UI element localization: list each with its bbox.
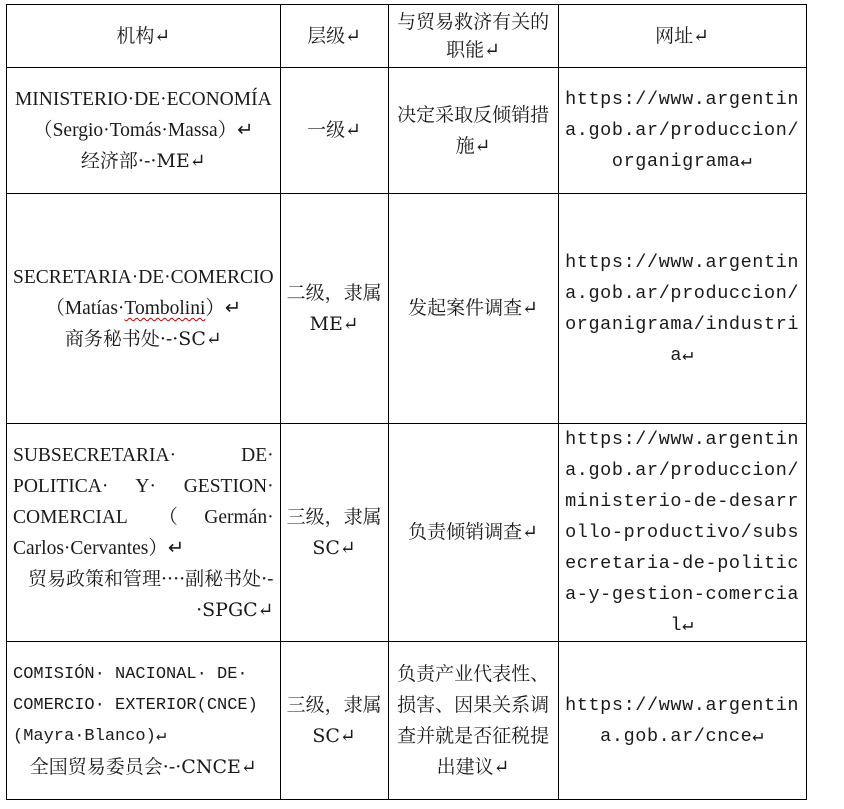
level-cell: 三级，隶属 SC↵ <box>280 424 388 642</box>
function-cell: 负责倾销调查↵ <box>388 424 558 642</box>
spellcheck-underline: Tombolini <box>124 298 206 319</box>
table-row <box>7 424 807 642</box>
org-name-en: COMISIÓN· NACIONAL· DE· COMERCIO· EXTERIOR(CNCE)(Mayra·Blanco)↵ <box>13 664 258 746</box>
table-row <box>7 194 807 424</box>
agency-table <box>6 4 807 800</box>
url-cell: https://www.argentina.gob.ar/produccion/organigrama↵ <box>558 68 806 194</box>
org-cell <box>7 68 281 194</box>
table-row <box>7 642 807 800</box>
level-cell: 一级↵ <box>280 68 388 194</box>
url-cell: https://www.argentina.gob.ar/produccion/ministerio-de-desarrollo-productivo/subsecretaria-de-politica-y-gestion-comercial↵ <box>558 424 806 642</box>
url-cell: https://www.argentina.gob.ar/cnce↵ <box>558 642 806 800</box>
org-cell <box>7 642 281 800</box>
org-name-cn: 贸易政策和管理····副秘书处·-·SPGC↵ <box>27 567 274 621</box>
header-org: 机构↵ <box>7 5 281 68</box>
org-cell <box>7 424 281 642</box>
org-name-cn: 全国贸易委员会·-·CNCE↵ <box>29 755 257 778</box>
table-row <box>7 68 807 194</box>
org-name-en: SECRETARIA·DE·COMERCIO（Matías·Tombolini）↵ <box>13 267 274 319</box>
org-cell <box>7 194 281 424</box>
org-name-cn: 经济部·-·ME↵ <box>80 150 206 172</box>
level-cell: 二级，隶属 ME↵ <box>280 194 388 424</box>
function-cell: 负责产业代表性、损害、因果关系调查并就是否征税提出建议↵ <box>388 642 558 800</box>
org-name-en: SUBSECRETARIA· DE· POLITICA· Y· GESTION· COMERCIAL （Germán· Carlos·Cervantes）↵ <box>13 444 274 559</box>
org-name-en: MINISTERIO·DE·ECONOMÍA（Sergio·Tomás·Massa）↵ <box>14 89 272 141</box>
header-url: 网址↵ <box>558 5 806 68</box>
header-row <box>7 5 807 68</box>
function-cell: 发起案件调查↵ <box>388 194 558 424</box>
url-cell: https://www.argentina.gob.ar/produccion/organigrama/industria↵ <box>558 194 806 424</box>
header-function: 与贸易救济有关的职能↵ <box>388 5 558 68</box>
function-cell: 决定采取反倾销措施↵ <box>388 68 558 194</box>
header-level: 层级↵ <box>280 5 388 68</box>
org-name-cn: 商务秘书处·-·SC↵ <box>64 328 222 350</box>
level-cell: 三级，隶属 SC↵ <box>280 642 388 800</box>
